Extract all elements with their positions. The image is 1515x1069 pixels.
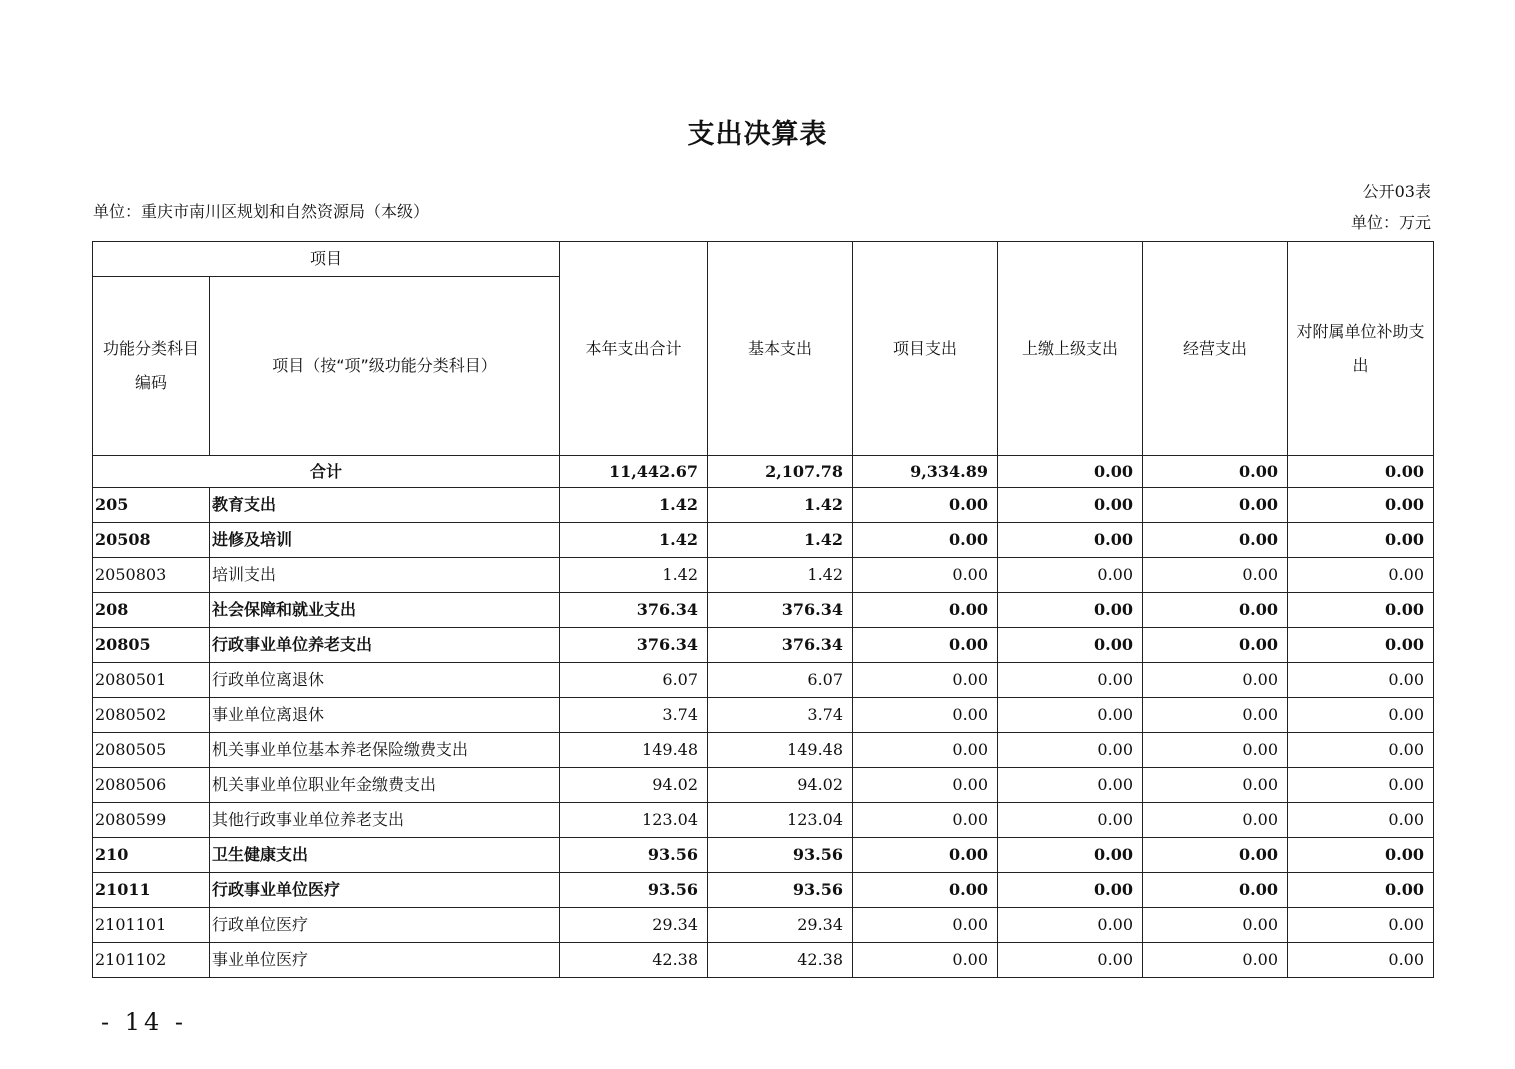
name-cell: 事业单位医疗 (210, 943, 560, 978)
business-cell: 0.00 (1143, 628, 1288, 663)
page-title: 支出决算表 (687, 119, 828, 150)
upper-cell: 0.00 (998, 628, 1143, 663)
name-cell: 机关事业单位基本养老保险缴费支出 (210, 733, 560, 768)
upper-cell: 0.00 (998, 663, 1143, 698)
business-cell: 0.00 (1143, 943, 1288, 978)
table-row (93, 943, 1434, 978)
table-row (93, 663, 1434, 698)
project-cell: 0.00 (853, 803, 998, 838)
header-project-expense: 项目支出 (853, 242, 998, 456)
basic-cell: 1.42 (708, 523, 853, 558)
project-cell: 0.00 (853, 593, 998, 628)
basic-cell: 1.42 (708, 488, 853, 523)
header-code: 功能分类科目编码 (93, 277, 210, 456)
header-row-top (93, 242, 1434, 277)
total-subsidy-cell: 0.00 (1288, 456, 1434, 488)
upper-cell: 0.00 (998, 593, 1143, 628)
business-cell: 0.00 (1143, 733, 1288, 768)
total-cell: 6.07 (560, 663, 708, 698)
subsidy-cell: 0.00 (1288, 768, 1434, 803)
subsidy-cell: 0.00 (1288, 523, 1434, 558)
upper-cell: 0.00 (998, 908, 1143, 943)
basic-cell: 376.34 (708, 593, 853, 628)
unit-name: 单位：重庆市南川区规划和自然资源局（本级） (93, 202, 430, 221)
subsidy-cell: 0.00 (1288, 733, 1434, 768)
total-business-cell: 0.00 (1143, 456, 1288, 488)
table-row (93, 523, 1434, 558)
upper-cell: 0.00 (998, 768, 1143, 803)
code-cell: 2080501 (93, 663, 210, 698)
total-cell: 1.42 (560, 558, 708, 593)
basic-cell: 94.02 (708, 768, 853, 803)
upper-cell: 0.00 (998, 698, 1143, 733)
header-total: 本年支出合计 (560, 242, 708, 456)
table-code: 公开03表 (1362, 182, 1431, 201)
name-cell: 培训支出 (210, 558, 560, 593)
name-cell: 进修及培训 (210, 523, 560, 558)
project-cell: 0.00 (853, 768, 998, 803)
upper-cell: 0.00 (998, 838, 1143, 873)
total-label: 合计 (93, 456, 560, 488)
table-meta (1351, 176, 1431, 238)
table-row (93, 558, 1434, 593)
subsidy-cell: 0.00 (1288, 838, 1434, 873)
business-cell: 0.00 (1143, 488, 1288, 523)
total-cell: 29.34 (560, 908, 708, 943)
table-row (93, 733, 1434, 768)
basic-cell: 149.48 (708, 733, 853, 768)
upper-cell: 0.00 (998, 943, 1143, 978)
code-cell: 205 (93, 488, 210, 523)
project-cell: 0.00 (853, 558, 998, 593)
header-business: 经营支出 (1143, 242, 1288, 456)
code-cell: 2101101 (93, 908, 210, 943)
basic-cell: 42.38 (708, 943, 853, 978)
name-cell: 行政单位医疗 (210, 908, 560, 943)
total-cell: 376.34 (560, 593, 708, 628)
total-cell: 1.42 (560, 488, 708, 523)
subsidy-cell: 0.00 (1288, 593, 1434, 628)
total-cell: 3.74 (560, 698, 708, 733)
total-basic-cell: 2,107.78 (708, 456, 853, 488)
table-row (93, 803, 1434, 838)
table-row (93, 488, 1434, 523)
business-cell: 0.00 (1143, 558, 1288, 593)
code-cell: 2050803 (93, 558, 210, 593)
project-cell: 0.00 (853, 873, 998, 908)
total-cell: 93.56 (560, 873, 708, 908)
code-cell: 2080505 (93, 733, 210, 768)
header-subsidy: 对附属单位补助支出 (1288, 242, 1434, 456)
total-project-cell: 9,334.89 (853, 456, 998, 488)
subsidy-cell: 0.00 (1288, 628, 1434, 663)
header-upper: 上缴上级支出 (998, 242, 1143, 456)
project-cell: 0.00 (853, 523, 998, 558)
subsidy-cell: 0.00 (1288, 698, 1434, 733)
business-cell: 0.00 (1143, 803, 1288, 838)
table-row (93, 768, 1434, 803)
upper-cell: 0.00 (998, 558, 1143, 593)
subsidy-cell: 0.00 (1288, 943, 1434, 978)
upper-cell: 0.00 (998, 488, 1143, 523)
basic-cell: 376.34 (708, 628, 853, 663)
total-cell: 42.38 (560, 943, 708, 978)
basic-cell: 3.74 (708, 698, 853, 733)
name-cell: 卫生健康支出 (210, 838, 560, 873)
basic-cell: 6.07 (708, 663, 853, 698)
business-cell: 0.00 (1143, 873, 1288, 908)
name-cell: 其他行政事业单位养老支出 (210, 803, 560, 838)
basic-cell: 123.04 (708, 803, 853, 838)
currency-unit: 单位：万元 (1350, 213, 1431, 232)
business-cell: 0.00 (1143, 663, 1288, 698)
total-upper-cell: 0.00 (998, 456, 1143, 488)
code-cell: 21011 (93, 873, 210, 908)
code-cell: 2101102 (93, 943, 210, 978)
business-cell: 0.00 (1143, 523, 1288, 558)
page-number: - 14 - (101, 1008, 188, 1036)
expenditure-table (92, 241, 1434, 978)
name-cell: 行政单位离退休 (210, 663, 560, 698)
total-cell: 149.48 (560, 733, 708, 768)
business-cell: 0.00 (1143, 593, 1288, 628)
name-cell: 机关事业单位职业年金缴费支出 (210, 768, 560, 803)
subsidy-cell: 0.00 (1288, 558, 1434, 593)
total-cell: 123.04 (560, 803, 708, 838)
header-basic: 基本支出 (708, 242, 853, 456)
business-cell: 0.00 (1143, 698, 1288, 733)
table-body (93, 242, 1434, 978)
project-cell: 0.00 (853, 838, 998, 873)
code-cell: 2080502 (93, 698, 210, 733)
project-cell: 0.00 (853, 663, 998, 698)
total-cell: 94.02 (560, 768, 708, 803)
project-cell: 0.00 (853, 908, 998, 943)
code-cell: 210 (93, 838, 210, 873)
upper-cell: 0.00 (998, 523, 1143, 558)
name-cell: 行政事业单位养老支出 (210, 628, 560, 663)
subsidy-cell: 0.00 (1288, 873, 1434, 908)
subsidy-cell: 0.00 (1288, 803, 1434, 838)
header-project: 项目 (93, 242, 560, 277)
name-cell: 行政事业单位医疗 (210, 873, 560, 908)
total-cell: 11,442.67 (560, 456, 708, 488)
total-cell: 376.34 (560, 628, 708, 663)
subsidy-cell: 0.00 (1288, 488, 1434, 523)
project-cell: 0.00 (853, 488, 998, 523)
subsidy-cell: 0.00 (1288, 908, 1434, 943)
basic-cell: 1.42 (708, 558, 853, 593)
table-row (93, 873, 1434, 908)
upper-cell: 0.00 (998, 733, 1143, 768)
code-cell: 2080599 (93, 803, 210, 838)
code-cell: 20805 (93, 628, 210, 663)
basic-cell: 29.34 (708, 908, 853, 943)
table-row (93, 628, 1434, 663)
business-cell: 0.00 (1143, 768, 1288, 803)
basic-cell: 93.56 (708, 873, 853, 908)
business-cell: 0.00 (1143, 838, 1288, 873)
total-row (93, 456, 1434, 488)
business-cell: 0.00 (1143, 908, 1288, 943)
code-cell: 2080506 (93, 768, 210, 803)
name-cell: 事业单位离退休 (210, 698, 560, 733)
code-cell: 20508 (93, 523, 210, 558)
upper-cell: 0.00 (998, 803, 1143, 838)
basic-cell: 93.56 (708, 838, 853, 873)
code-cell: 208 (93, 593, 210, 628)
project-cell: 0.00 (853, 628, 998, 663)
name-cell: 社会保障和就业支出 (210, 593, 560, 628)
project-cell: 0.00 (853, 943, 998, 978)
name-cell: 教育支出 (210, 488, 560, 523)
subsidy-cell: 0.00 (1288, 663, 1434, 698)
header-name: 项目（按“项”级功能分类科目） (210, 277, 560, 456)
total-cell: 1.42 (560, 523, 708, 558)
table-row (93, 908, 1434, 943)
table-row (93, 838, 1434, 873)
table-row (93, 698, 1434, 733)
upper-cell: 0.00 (998, 873, 1143, 908)
project-cell: 0.00 (853, 733, 998, 768)
table-row (93, 593, 1434, 628)
project-cell: 0.00 (853, 698, 998, 733)
total-cell: 93.56 (560, 838, 708, 873)
